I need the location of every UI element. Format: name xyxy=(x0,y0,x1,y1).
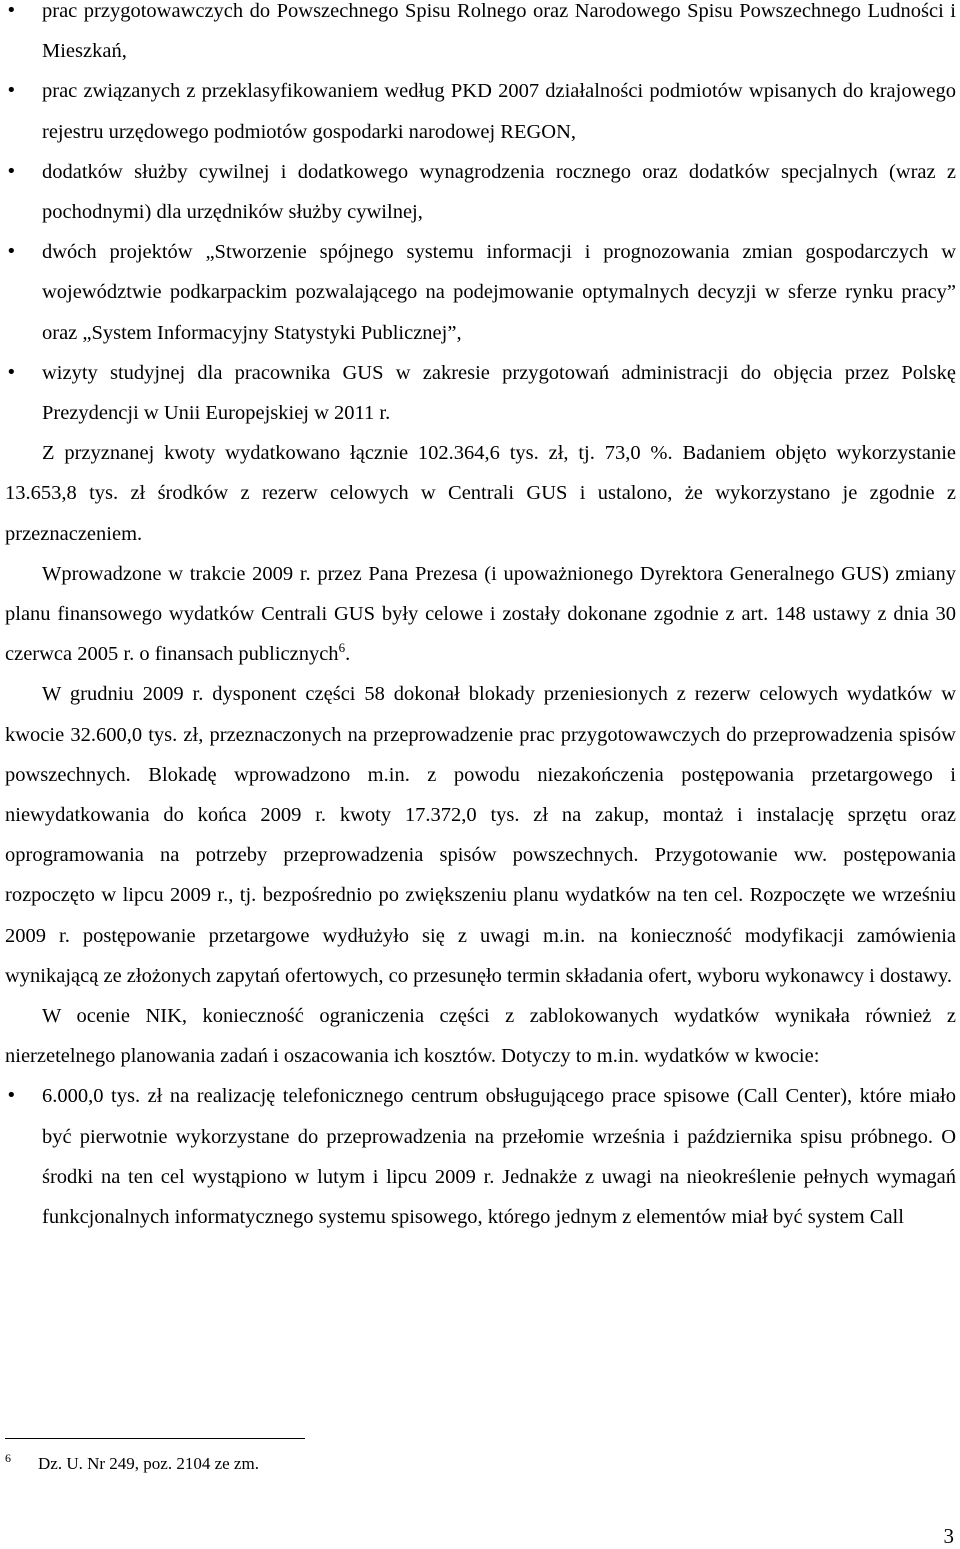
list-item xyxy=(5,232,956,353)
list-item xyxy=(5,0,956,71)
list-item xyxy=(5,1076,956,1237)
list-item-text: prac przygotowawczych do Powszechnego Spisu Rolnego oraz Narodowego Spisu Powszechnego Ludności i Mieszkań, xyxy=(42,0,956,63)
list-item-text: prac związanych z przeklasyfikowaniem według PKD 2007 działalności podmiotów wpisanych do krajowego rejestru urzędowego podmiotów gospodarki narodowej REGON, xyxy=(42,80,956,143)
list-item-text: dwóch projektów „Stworzenie spójnego systemu informacji i prognozowania zmian gospodarczych w województwie podkarpackim pozwalającego na podejmowanie optymalnych decyzji w sferze rynku pracy” oraz „System Informacyjny Statystyki Publicznej”, xyxy=(42,241,956,344)
bullet-icon: • xyxy=(6,160,17,182)
footnote: 6 Dz. U. Nr 249, poz. 2104 ze zm. xyxy=(5,1451,259,1473)
bullet-icon: • xyxy=(6,241,17,263)
list-item xyxy=(5,152,956,232)
footnote-text: Dz. U. Nr 249, poz. 2104 ze zm. xyxy=(38,1454,259,1473)
bullet-icon: • xyxy=(6,0,17,21)
paragraph-spending-summary: Z przyznanej kwoty wydatkowano łącznie 102.364,6 tys. zł, tj. 73,0 %. Badaniem objęto wykorzystanie 13.653,8 tys. zł środków z rezerw celowych w Centrali GUS i ustalono, że wykorzystano je zgodnie z przeznaczeniem. xyxy=(5,442,956,545)
bullet-icon: • xyxy=(6,361,17,383)
list-item-text: dodatków służby cywilnej i dodatkowego wynagrodzenia rocznego oraz dodatków specjalnych (wraz z pochodnymi) dla urzędników służby cywilnej, xyxy=(42,160,956,224)
list-item-text: 6.000,0 tys. zł na realizację telefonicznego centrum obsługującego prace spisowe (Call Center), które miało być pierwotnie wykorzystane do przeprowadzenia na przełomie września i października spisu próbnego. O środki na ten cel wystąpiono w lutym i lipcu 2009 r. Jednakże z uwagi na nieokreślenie pełnych wymagań funkcjonalnych informatycznego systemu spisowego, którego jednym z elementów miał być system Call xyxy=(42,1085,956,1229)
paragraph-blockade: W grudniu 2009 r. dysponent części 58 dokonał blokady przeniesionych z rezerw celowych wydatków w kwocie 32.600,0 tys. zł, przeznaczonych na przeprowadzenie prac przygotowawczych do przeprowadzenia spisów powszechnych. Blokadę wprowadzono m.in. z powodu niezakończenia postępowania przetargowego i niewydatkowania do końca 2009 r. kwoty 17.372,0 tys. zł na zakup, montaż i instalację sprzętu oraz oprogramowania na potrzeby przeprowadzenia spisów powszechnych. Przygotowanie ww. postępowania rozpoczęto w lipcu 2009 r., tj. bezpośrednio po zwiększeniu planu wydatków na ten cel. Rozpoczęte we wrześniu 2009 r. postępowanie przetargowe wydłużyło się z uwagi m.in. na konieczność modyfikacji zamówienia wynikającą ze złożonych zapytań ofertowych, co przesunęło termin składania ofert, wyboru wykonawcy i dostawy. xyxy=(5,683,956,987)
paragraph-text: Wprowadzone w trakcie 2009 r. przez Pana Prezesa (i upoważnionego Dyrektora Generalnego GUS) zmiany planu finansowego wydatków Centrali GUS były celowe i zostały dokonane zgodnie z art. 148 ustawy z dnia 30 czerwca 2005 r. o finansach publicznych xyxy=(5,562,956,666)
paragraph-plan-changes xyxy=(5,554,956,675)
list-item-text: wizyty studyjnej dla pracownika GUS w zakresie przygotowań administracji do objęcia przez Polskę Prezydencji w Unii Europejskiej w 2011 r. xyxy=(42,361,956,425)
list-item xyxy=(5,71,956,151)
bullet-icon: • xyxy=(6,80,17,102)
footnote-separator xyxy=(5,1438,305,1439)
bullet-list-top xyxy=(5,0,956,433)
bullet-list-bottom xyxy=(5,1076,956,1237)
page-number: 3 xyxy=(943,1524,954,1548)
paragraph-end: . xyxy=(345,643,351,666)
document-page xyxy=(5,0,956,1237)
bullet-icon: • xyxy=(6,1085,17,1107)
footnote-reference[interactable]: 6 xyxy=(338,640,346,656)
paragraph-nik-assessment: W ocenie NIK, konieczność ograniczenia części z zablokowanych wydatków wynikała również z nierzetelnego planowania zadań i oszacowania ich kosztów. Dotyczy to m.in. wydatków w kwocie: xyxy=(5,1005,956,1068)
list-item xyxy=(5,353,956,433)
